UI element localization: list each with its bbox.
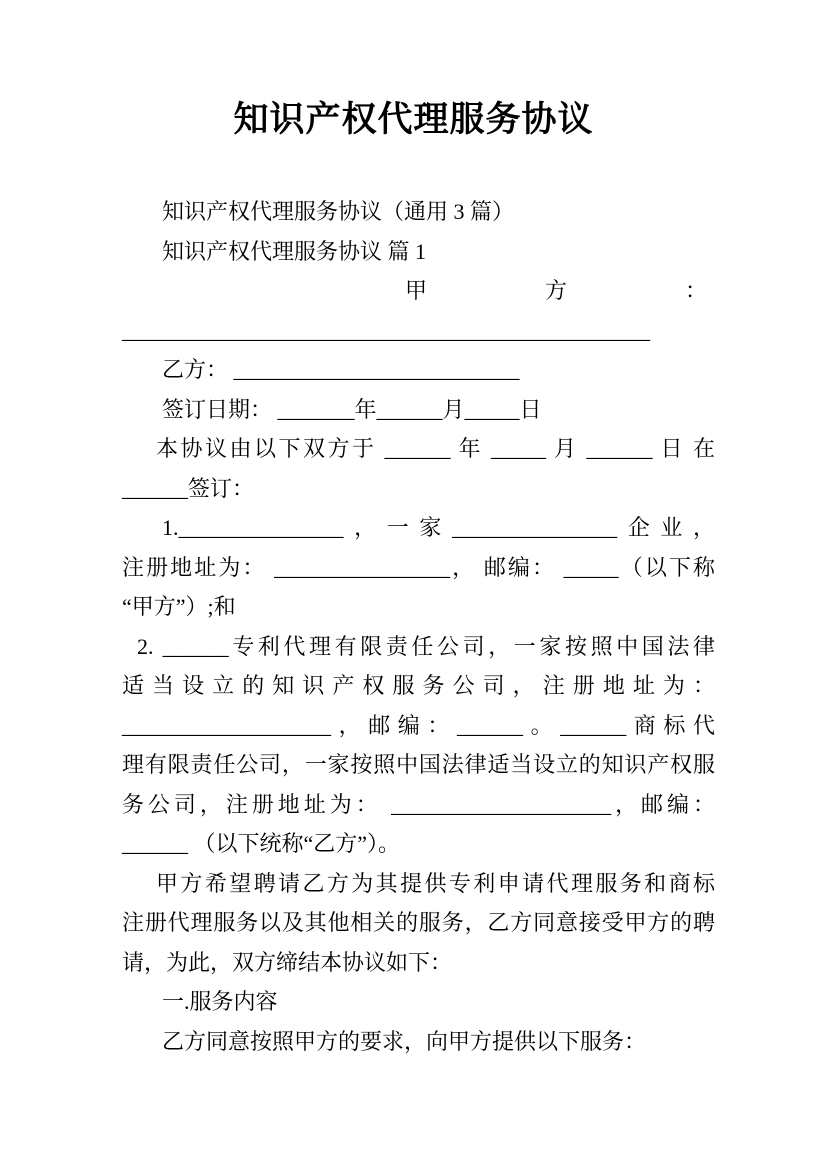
doc-line-series-note: 知识产权代理服务协议（通用 3 篇） xyxy=(162,199,515,224)
document-body xyxy=(122,192,826,1061)
doc-line-party-a-blank: ________________________________________________ xyxy=(122,317,650,343)
doc-line-recital-1: 甲方希望聘请乙方为其提供专利申请代理服务和商标 xyxy=(156,870,715,896)
doc-line-section-1-intro: 乙方同意按照甲方的要求，向甲方提供以下服务： xyxy=(162,1028,647,1054)
doc-line-recital-3: 请，为此，双方缔结本协议如下： xyxy=(122,949,453,975)
doc-line-part-heading: 知识产权代理服务协议 篇 1 xyxy=(162,238,427,264)
doc-line-party2-2: 适当设立的知识产权服务公司，注册地址为： xyxy=(122,673,715,698)
doc-line-party1-2: 注册地址为： ________________， 邮编： _____（以下称 xyxy=(122,554,715,580)
doc-line-section-1-heading: 一.服务内容 xyxy=(162,989,278,1014)
document-title: 知识产权代理服务协议 xyxy=(233,100,594,139)
doc-line-party2-3: ___________________，邮编：______。______商标代 xyxy=(122,712,715,738)
doc-line-preamble-2: ______签订： xyxy=(122,475,255,501)
doc-line-preamble-1: 本协议由以下双方于 ______ 年 _____ 月 ______ 日 在 xyxy=(156,436,715,461)
doc-line-party2-1: 2. ______专利代理有限责任公司，一家按照中国法律 xyxy=(137,633,715,659)
doc-line-party2-6: ______ （以下统称“乙方”）。 xyxy=(122,831,401,856)
doc-line-party1-3: “甲方”）;和 xyxy=(122,594,236,619)
doc-line-party-b-label: 乙方： __________________________ xyxy=(162,357,520,382)
doc-line-recital-2: 注册代理服务以及其他相关的服务，乙方同意接受甲方的聘 xyxy=(122,910,715,935)
doc-line-party2-4: 理有限责任公司，一家按照中国法律适当设立的知识产权服 xyxy=(122,752,715,777)
doc-line-party2-5: 务公司，注册地址为： ____________________，邮编： xyxy=(122,791,715,817)
doc-line-party-a-label: 甲方： xyxy=(405,278,826,303)
doc-line-party1-1: 1._______________，一家_______________企业， xyxy=(162,515,715,540)
doc-line-signing-date: 签订日期： _______年______月_____日 xyxy=(162,396,542,422)
